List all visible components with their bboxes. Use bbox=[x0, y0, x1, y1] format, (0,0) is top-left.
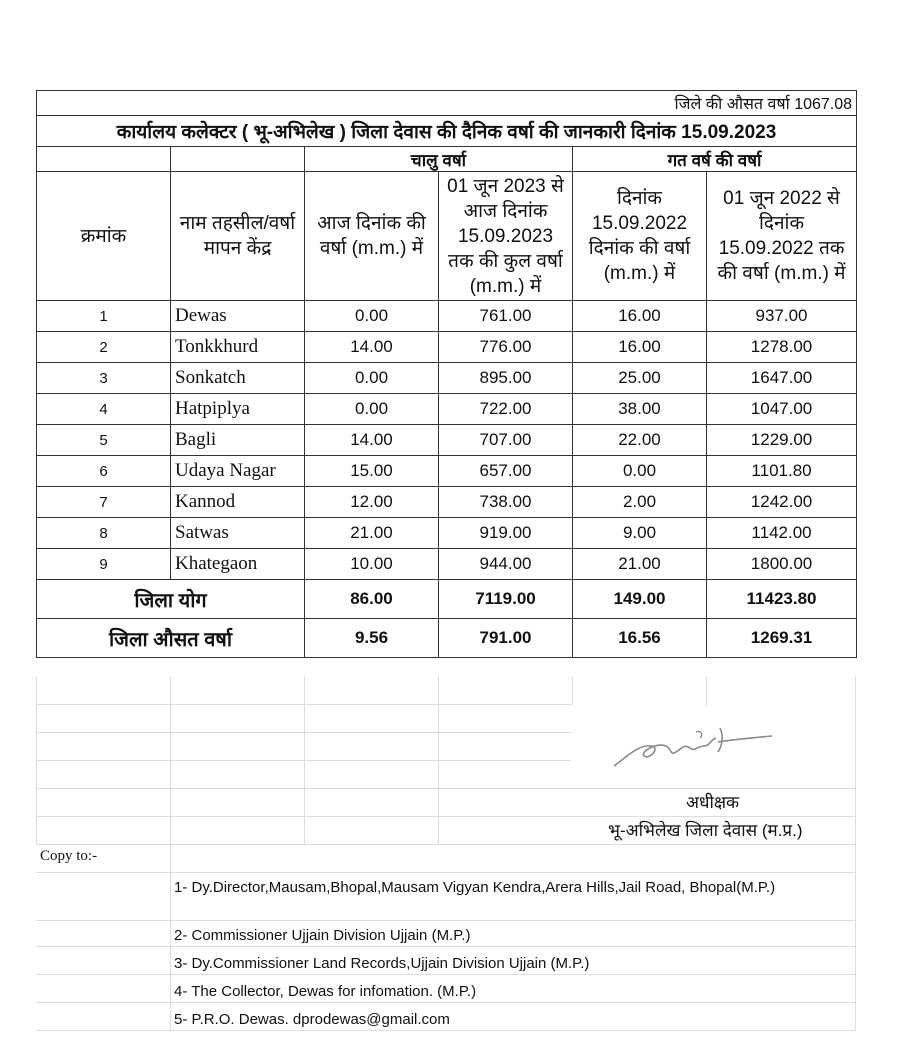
row-today-rain: 14.00 bbox=[305, 332, 439, 363]
row-last-year-cumulative: 1278.00 bbox=[707, 332, 857, 363]
copy-to-item-4: 4- The Collector, Dewas for infomation. (M.P.) bbox=[174, 983, 477, 1000]
row-last-year-cumulative: 1142.00 bbox=[707, 518, 857, 549]
average-label: जिला औसत वर्षा bbox=[37, 619, 305, 658]
table-row bbox=[37, 394, 857, 425]
district-average-note: जिले की औसत वर्षा 1067.08 bbox=[37, 91, 857, 116]
row-today-rain: 12.00 bbox=[305, 487, 439, 518]
row-today-rain: 14.00 bbox=[305, 425, 439, 456]
total-last-day: 149.00 bbox=[573, 580, 707, 619]
row-last-year-day-rain: 16.00 bbox=[573, 301, 707, 332]
table-body bbox=[37, 301, 857, 580]
header-name: नाम तहसील/वर्षा मापन केंद्र bbox=[171, 172, 305, 301]
average-today: 9.56 bbox=[305, 619, 439, 658]
row-last-year-cumulative: 1101.80 bbox=[707, 456, 857, 487]
table-row bbox=[37, 363, 857, 394]
row-last-year-day-rain: 21.00 bbox=[573, 549, 707, 580]
row-today-rain: 10.00 bbox=[305, 549, 439, 580]
row-station-name: Hatpiplya bbox=[171, 394, 305, 425]
row-cumulative-rain: 722.00 bbox=[439, 394, 573, 425]
row-cumulative-rain: 944.00 bbox=[439, 549, 573, 580]
table-row bbox=[37, 301, 857, 332]
average-last-day: 16.56 bbox=[573, 619, 707, 658]
row-serial: 1 bbox=[37, 301, 171, 332]
row-station-name: Tonkkhurd bbox=[171, 332, 305, 363]
row-today-rain: 15.00 bbox=[305, 456, 439, 487]
row-station-name: Khategaon bbox=[171, 549, 305, 580]
row-last-year-day-rain: 2.00 bbox=[573, 487, 707, 518]
group-blank-2 bbox=[171, 147, 305, 172]
table-row bbox=[37, 425, 857, 456]
row-serial: 7 bbox=[37, 487, 171, 518]
signatory-office: भू-अभिलेख जिला देवास (म.प्र.) bbox=[608, 821, 803, 840]
row-last-year-cumulative: 1242.00 bbox=[707, 487, 857, 518]
row-last-year-day-rain: 38.00 bbox=[573, 394, 707, 425]
group-blank-1 bbox=[37, 147, 171, 172]
group-current-year: चालु वर्षा bbox=[305, 147, 573, 172]
row-last-year-day-rain: 16.00 bbox=[573, 332, 707, 363]
report-title: कार्यालय कलेक्टर ( भू-अभिलेख ) जिला देवास की दैनिक वर्षा की जानकारी दिनांक 15.09.2023 bbox=[37, 116, 857, 147]
row-last-year-day-rain: 25.00 bbox=[573, 363, 707, 394]
header-cumulative-rain: 01 जून 2023 से आज दिनांक 15.09.2023 तक की कुल वर्षा (m.m.) में bbox=[439, 172, 573, 301]
copy-to-item-3: 3- Dy.Commissioner Land Records,Ujjain Division Ujjain (M.P.) bbox=[174, 955, 590, 972]
row-serial: 2 bbox=[37, 332, 171, 363]
row-serial: 5 bbox=[37, 425, 171, 456]
header-last-year-cumulative: 01 जून 2022 से दिनांक 15.09.2022 तक की वर्षा (m.m.) में bbox=[707, 172, 857, 301]
row-last-year-cumulative: 937.00 bbox=[707, 301, 857, 332]
copy-to-item-1: 1- Dy.Director,Mausam,Bhopal,Mausam Vigyan Kendra,Arera Hills,Jail Road, Bhopal(M.P.) bbox=[174, 879, 776, 896]
row-cumulative-rain: 895.00 bbox=[439, 363, 573, 394]
row-cumulative-rain: 738.00 bbox=[439, 487, 573, 518]
table-row bbox=[37, 332, 857, 363]
row-today-rain: 0.00 bbox=[305, 301, 439, 332]
signatory-designation: अधीक्षक bbox=[686, 793, 740, 812]
row-station-name: Bagli bbox=[171, 425, 305, 456]
row-station-name: Satwas bbox=[171, 518, 305, 549]
table-row bbox=[37, 518, 857, 549]
copy-to-item-2: 2- Commissioner Ujjain Division Ujjain (M.P.) bbox=[174, 927, 471, 944]
copy-to-item-5: 5- P.R.O. Dewas. dprodewas@gmail.com bbox=[174, 1011, 450, 1028]
row-last-year-cumulative: 1800.00 bbox=[707, 549, 857, 580]
row-today-rain: 21.00 bbox=[305, 518, 439, 549]
header-today-rain: आज दिनांक की वर्षा (m.m.) में bbox=[305, 172, 439, 301]
copy-to-label: Copy to:- bbox=[40, 848, 98, 864]
row-today-rain: 0.00 bbox=[305, 363, 439, 394]
row-serial: 4 bbox=[37, 394, 171, 425]
average-cumulative: 791.00 bbox=[439, 619, 573, 658]
row-last-year-day-rain: 0.00 bbox=[573, 456, 707, 487]
rainfall-table bbox=[36, 90, 857, 658]
total-today: 86.00 bbox=[305, 580, 439, 619]
row-serial: 8 bbox=[37, 518, 171, 549]
row-cumulative-rain: 657.00 bbox=[439, 456, 573, 487]
total-cumulative: 7119.00 bbox=[439, 580, 573, 619]
row-station-name: Kannod bbox=[171, 487, 305, 518]
average-last-cumulative: 1269.31 bbox=[707, 619, 857, 658]
row-last-year-cumulative: 1047.00 bbox=[707, 394, 857, 425]
rainfall-report-sheet bbox=[36, 90, 856, 658]
row-cumulative-rain: 707.00 bbox=[439, 425, 573, 456]
total-last-cumulative: 11423.80 bbox=[707, 580, 857, 619]
row-last-year-day-rain: 22.00 bbox=[573, 425, 707, 456]
row-cumulative-rain: 776.00 bbox=[439, 332, 573, 363]
row-last-year-cumulative: 1229.00 bbox=[707, 425, 857, 456]
row-cumulative-rain: 761.00 bbox=[439, 301, 573, 332]
total-label: जिला योग bbox=[37, 580, 305, 619]
header-last-year-day-rain: दिनांक 15.09.2022 दिनांक की वर्षा (m.m.) में bbox=[573, 172, 707, 301]
table-row bbox=[37, 456, 857, 487]
row-serial: 3 bbox=[37, 363, 171, 394]
row-last-year-day-rain: 9.00 bbox=[573, 518, 707, 549]
row-cumulative-rain: 919.00 bbox=[439, 518, 573, 549]
row-station-name: Sonkatch bbox=[171, 363, 305, 394]
row-today-rain: 0.00 bbox=[305, 394, 439, 425]
table-row bbox=[37, 549, 857, 580]
table-row bbox=[37, 487, 857, 518]
row-serial: 6 bbox=[37, 456, 171, 487]
group-last-year: गत वर्ष की वर्षा bbox=[573, 147, 857, 172]
row-station-name: Udaya Nagar bbox=[171, 456, 305, 487]
row-station-name: Dewas bbox=[171, 301, 305, 332]
header-serial: क्रमांक bbox=[37, 172, 171, 301]
signature-mark bbox=[600, 716, 780, 776]
row-serial: 9 bbox=[37, 549, 171, 580]
row-last-year-cumulative: 1647.00 bbox=[707, 363, 857, 394]
